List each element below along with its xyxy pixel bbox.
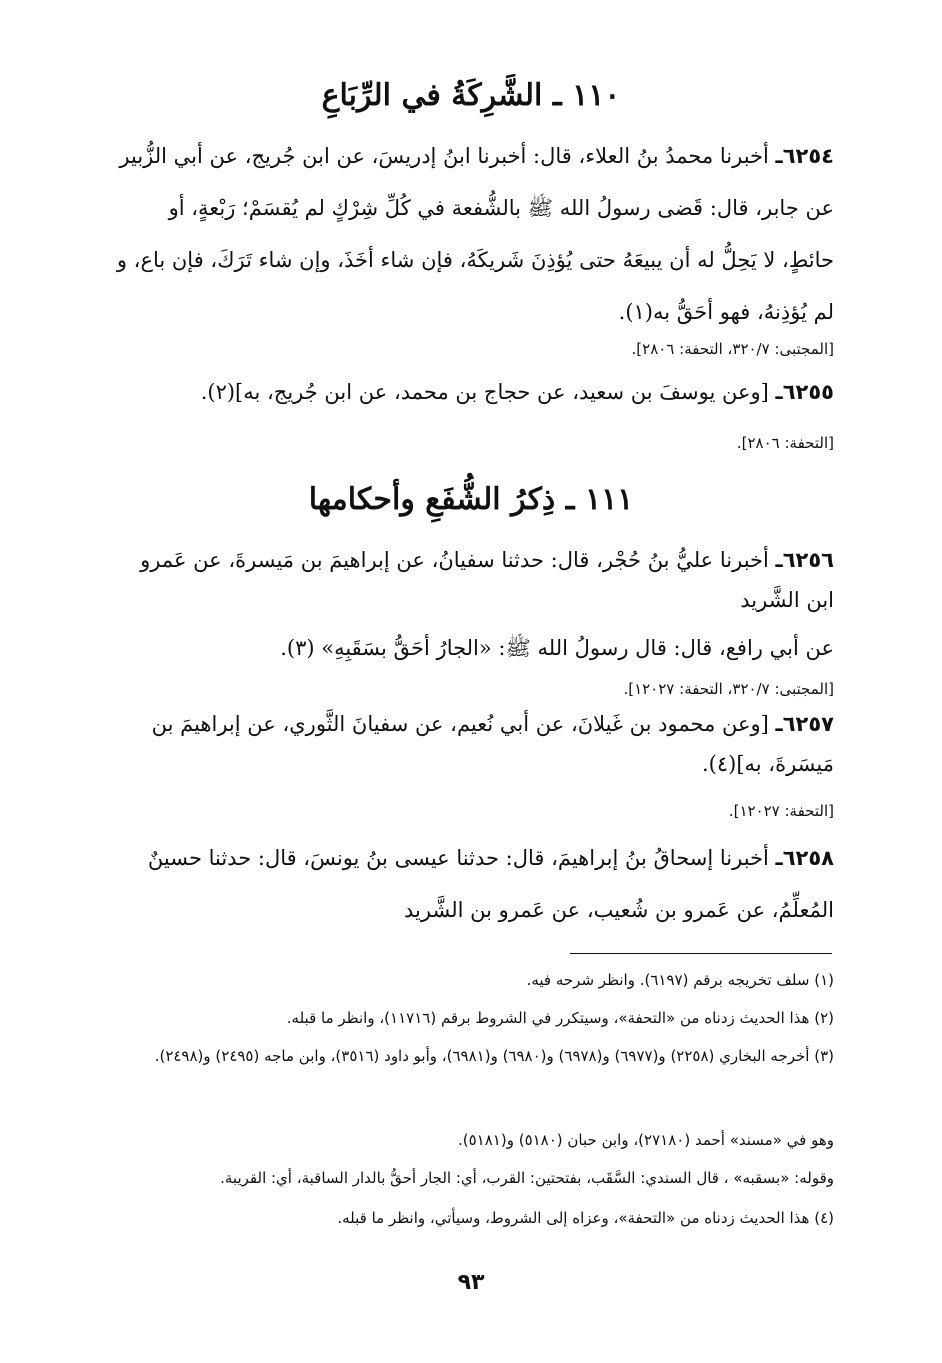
footnote-2: (٢) هذا الحديث زدناه من «التحفة»، وسيتكرر في الشروط برقم (١١٧١٦)، وانظر ما قبله. [286,1009,834,1027]
hadith-6256-reference: [المجتبى: ٣٢٠/٧، التحفة: ١٢٠٢٧]. [623,680,834,698]
hadith-number: ٦٢٥٧ـ [775,712,834,736]
hadith-6258 [114,832,834,936]
footnote-3-explanation: وقوله: «بسقبه» ، قال السندي: السَّقَب، بفتحتين: القرب، أي: الجار أحقُّ بالدار الساقبة، أي: القريبة. [220,1169,834,1187]
chapter-title-110: ١١٠ ـ الشَّرِكَةُ في الرِّبَاعِ [321,78,621,113]
hadith-text: أخبرنا عليُّ بنُ حُجْر، قال: حدثنا سفيانُ، عن إبراهيمَ بن مَيسرةَ، عن عَمرو ابن الشَّريد [140,548,834,612]
footnote-3: (٣) أخرجه البخاري (٢٢٥٨) و(٦٩٧٧) و(٦٩٧٨) و(٦٩٨٠) و(٦٩٨١)، وأبو داود (٣٥١٦)، وابن ماجه (٢٤٩٥) و(٢٤٩٨). [154,1047,834,1065]
hadith-6254 [114,130,834,338]
hadith-6256-continuation: عن أبي رافع، قال: قال رسولُ الله ﷺ: «الجارُ أحَقُّ بسَقَبِهِ» (٣). [280,636,834,660]
page-number: ٩٣ [457,1270,485,1295]
hadith-number: ٦٢٥٦ـ [775,548,834,572]
footnote-4: (٤) هذا الحديث زدناه من «التحفة»، وعزاه إلى الشروط، وسيأتي، وانظر ما قبله. [337,1209,834,1227]
hadith-number: ٦٢٥٨ـ [775,846,834,870]
hadith-text: أخبرنا إسحاقُ بنُ إبراهيمَ، قال: حدثنا عيسى بنُ يونسَ، قال: حدثنا حسينٌ المُعلِّمُ، عن عَمرو بن شُعيب، عن عَمرو بن الشَّريد [147,846,834,922]
hadith-number: ٦٢٥٥ـ [775,380,834,404]
hadith-6255 [114,366,834,418]
hadith-6256 [114,540,834,620]
hadith-text: أخبرنا محمدُ بنُ العلاء، قال: أخبرنا ابنُ إدريسَ، عن ابن جُريج، عن أبي الزُّبير عن جابر، قال: قَضى رسولُ الله ﷺ بالشُّفعة في كُلِّ شِرْكٍ لم يُقسَمْ؛ رَبْعةٍ، أو حائطٍ، لا يَحِلُّ له أن يبيعَهُ حتى يُؤذِنَ شَريكَهُ، فإن شاء أخَذَ، وإن شاء تَرَكَ، فإن باع، و لم يُؤذِنهُ، فهو أحَقُّ به(١). [116,144,834,324]
chapter-title-111: ١١١ ـ ذِكرُ الشُّفَعِ وأحكامها [308,482,634,517]
hadith-6257 [114,704,834,784]
footnote-separator [570,953,832,954]
hadith-text: [وعن محمود بن غَيلانَ، عن أبي نُعيم، عن سفيانَ الثَّوري، عن إبراهيمَ بن مَيسَرةَ، به](٤). [151,712,834,776]
hadith-text: [وعن يوسفَ بن سعيد، عن حجاج بن محمد، عن ابن جُريج، به](٢). [200,380,776,404]
hadith-6257-reference: [التحفة: ١٢٠٢٧]. [728,802,834,820]
hadith-number: ٦٢٥٤ـ [775,144,834,168]
footnote-1: (١) سلف تخريجه برقم (٦١٩٧). وانظر شرحه فيه. [526,971,834,989]
footnote-3-continuation: وهو في «مسند» أحمد (٢٧١٨٠)، وابن حبان (٥١٨٠) و(٥١٨١). [457,1131,834,1149]
hadith-6254-reference: [المجتبى: ٣٢٠/٧، التحفة: ٢٨٠٦]. [631,340,834,358]
hadith-6255-reference: [التحفة: ٢٨٠٦]. [736,434,834,452]
